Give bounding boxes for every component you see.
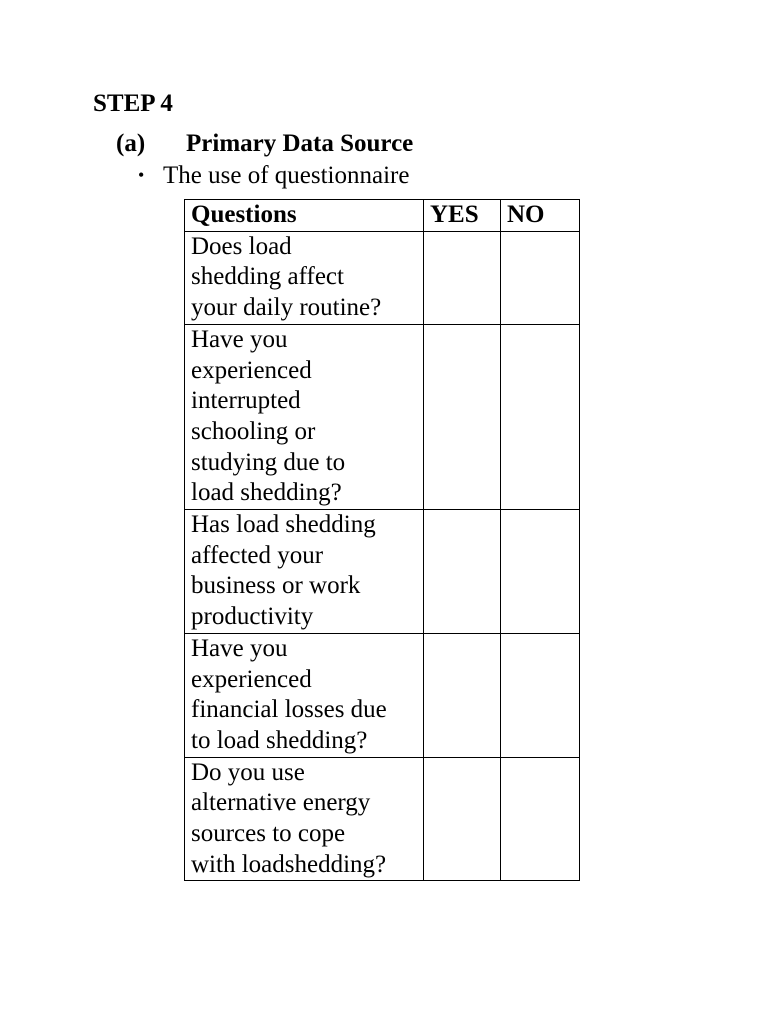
header-yes: YES [424, 200, 501, 232]
yes-answer-cell[interactable] [424, 757, 501, 881]
no-answer-cell[interactable] [501, 510, 580, 634]
question-text: Have you experienced financial losses due to load shedding? [191, 634, 387, 754]
yes-answer-cell[interactable] [424, 510, 501, 634]
table-header-row [185, 200, 580, 232]
header-no: NO [501, 200, 580, 232]
header-questions: Questions [185, 200, 424, 232]
table-row [185, 633, 580, 757]
bullet-text: The use of questionnaire [163, 162, 410, 189]
question-cell [185, 510, 424, 634]
no-answer-cell[interactable] [501, 633, 580, 757]
table-row [185, 510, 580, 634]
questionnaire-table [184, 199, 580, 881]
table-row [185, 324, 580, 509]
question-text: Does load shedding affect your daily routine? [191, 232, 382, 322]
question-cell [185, 324, 424, 509]
section-title: Primary Data Source [186, 130, 414, 157]
section-marker: (a) [116, 130, 146, 157]
question-cell [185, 757, 424, 881]
question-cell [185, 633, 424, 757]
yes-answer-cell[interactable] [424, 633, 501, 757]
bullet-item [138, 159, 409, 192]
step-heading: STEP 4 [93, 90, 173, 117]
yes-answer-cell[interactable] [424, 324, 501, 509]
section-heading [116, 128, 413, 160]
no-answer-cell[interactable] [501, 324, 580, 509]
bullet-icon: • [138, 165, 145, 185]
table-row [185, 231, 580, 324]
question-cell [185, 231, 424, 324]
no-answer-cell[interactable] [501, 231, 580, 324]
table-row [185, 757, 580, 881]
question-text: Have you experienced interrupted schooling or studying due to load shedding? [191, 325, 346, 507]
no-answer-cell[interactable] [501, 757, 580, 881]
question-text: Has load shedding affected your business or work productivity [191, 511, 376, 631]
question-text: Do you use alternative energy sources to cope with loadshedding? [191, 758, 387, 878]
yes-answer-cell[interactable] [424, 231, 501, 324]
